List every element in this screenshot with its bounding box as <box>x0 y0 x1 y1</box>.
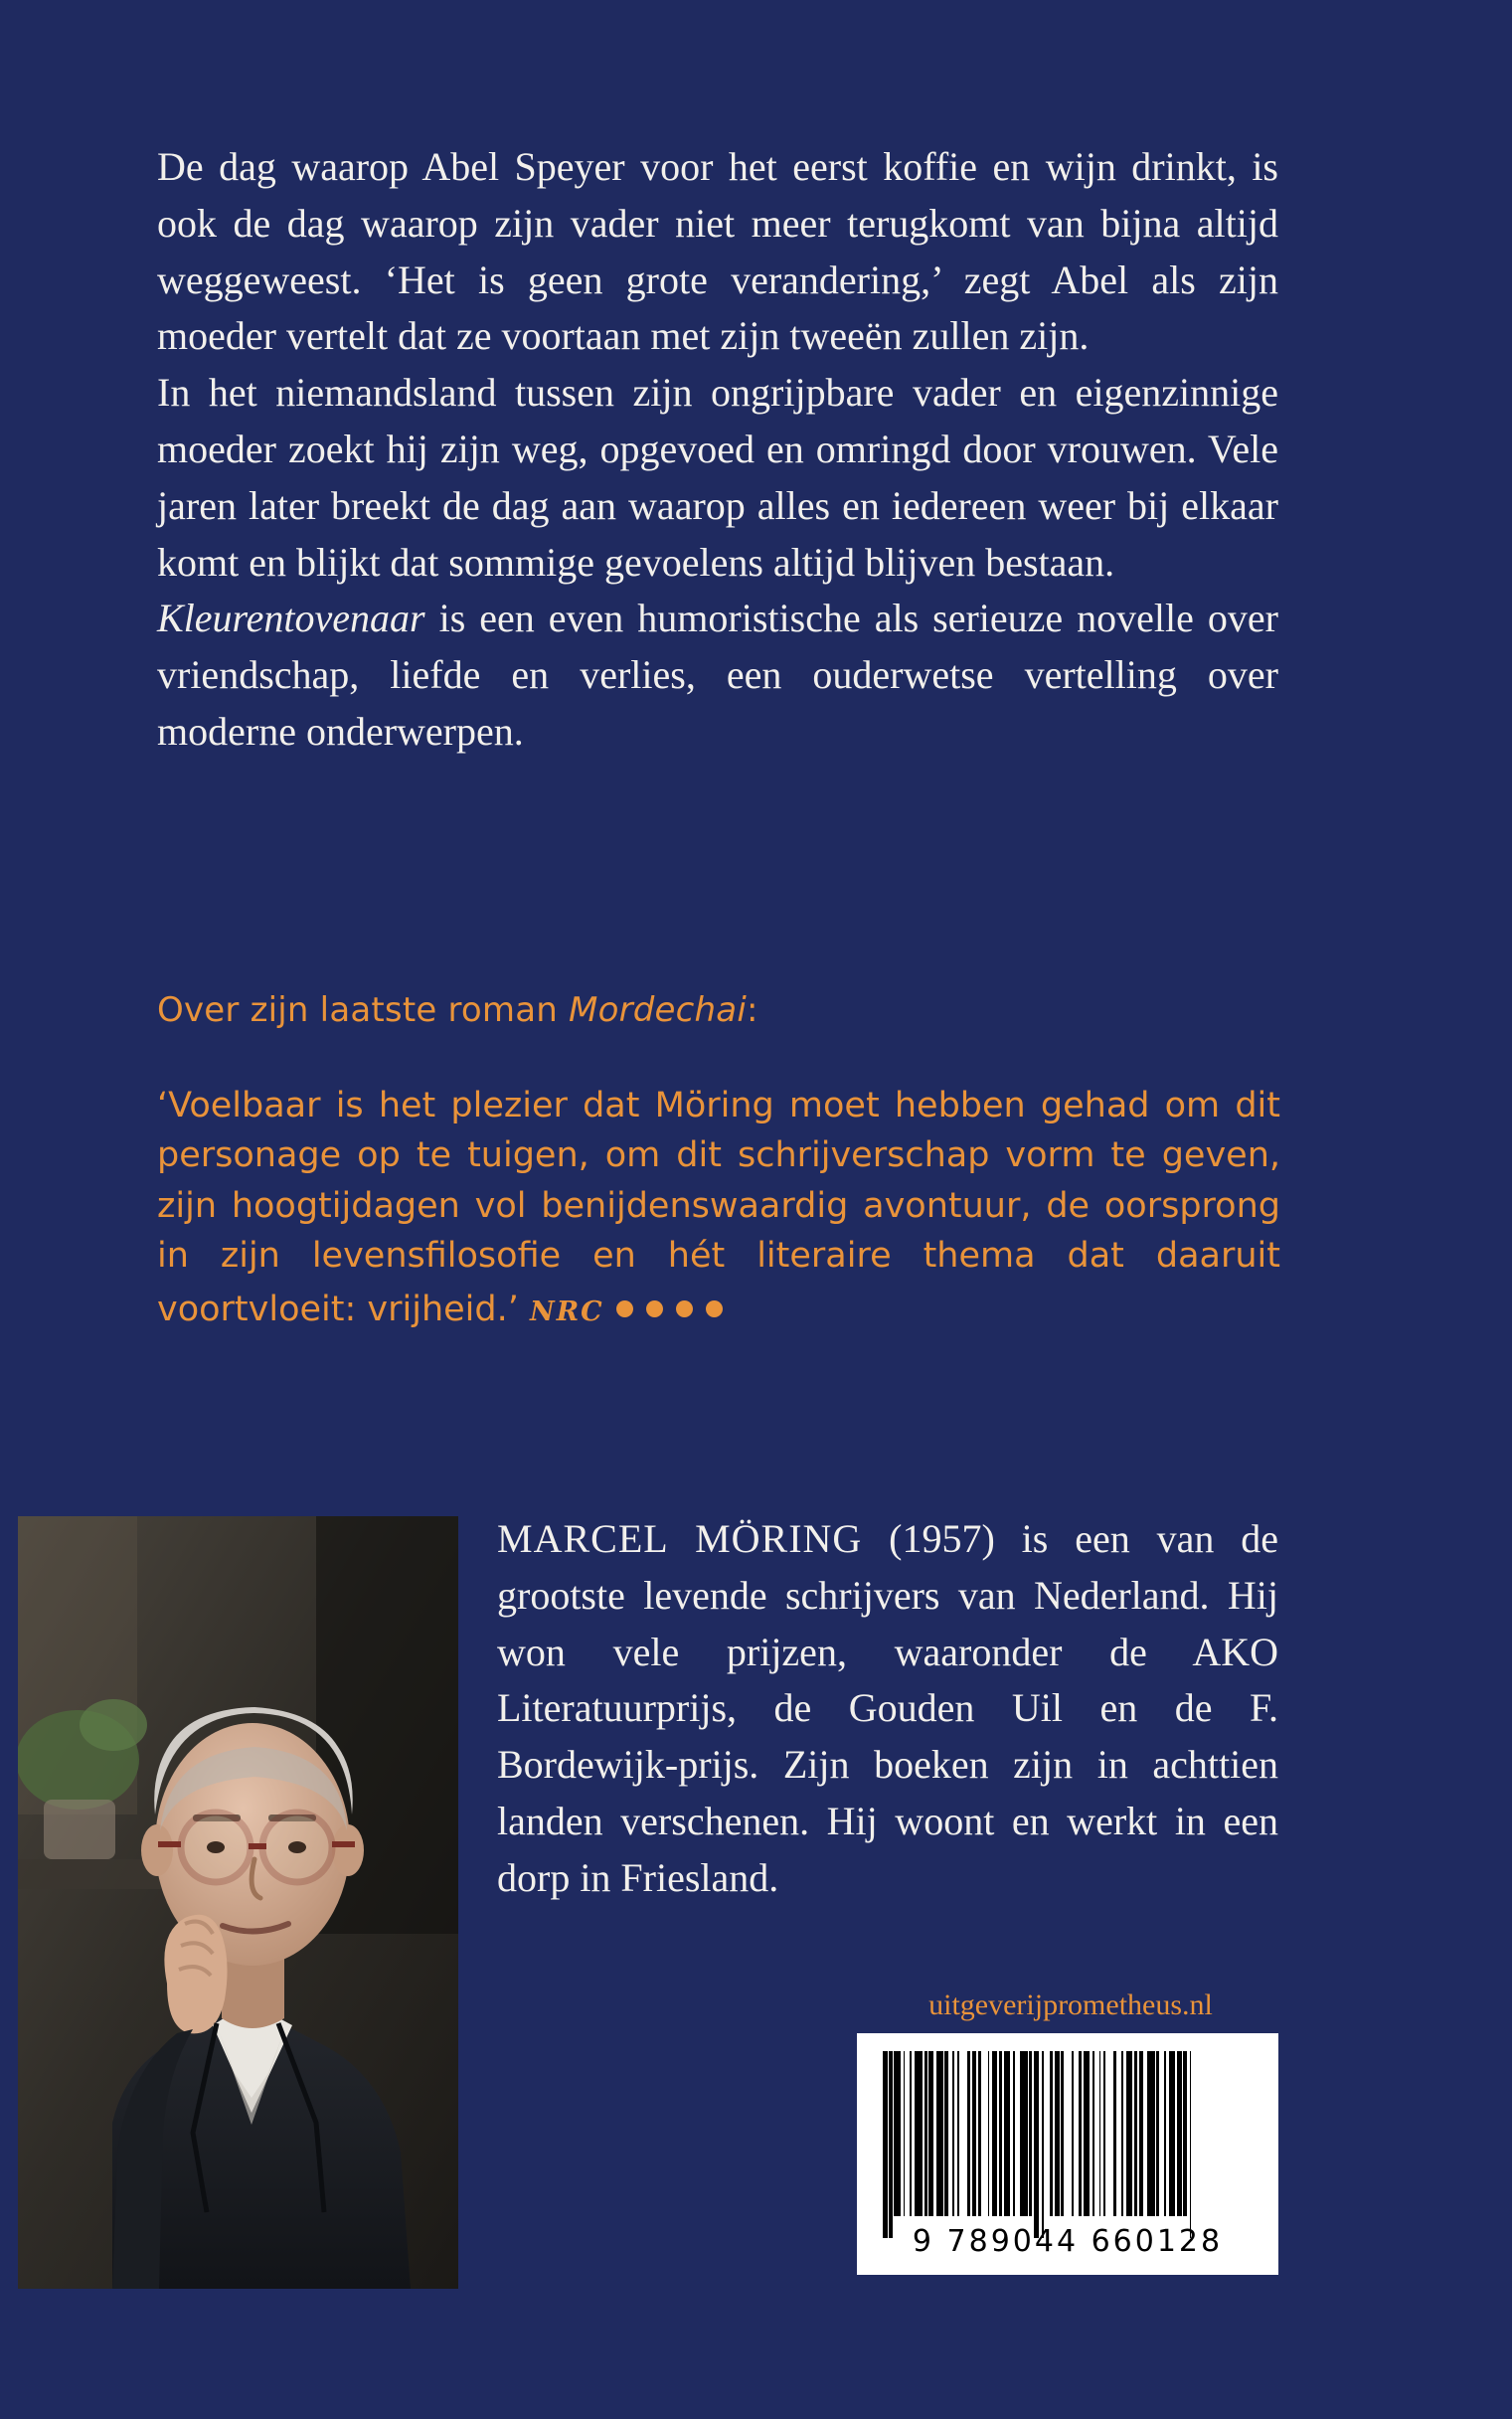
publisher-url[interactable]: uitgeverijprometheus.nl <box>928 1988 1213 2021</box>
author-bio-text: (1957) is een van de grootste levende schrijvers van Nederland. Hij won vele prijzen, waaronder de AKO Literatuurprijs, de Gouden Uil en de F. Bordewijk-prijs. Zijn boeken zijn in achttien landen verschenen. Hij woont en werkt in een dorp in Friesland. <box>497 1516 1278 1900</box>
star-icon <box>706 1300 723 1317</box>
press-quote <box>157 1081 1280 1334</box>
blurb-paragraph-3-rest: is een even humoristische als serieuze novelle over vriendschap, liefde en verlies, een ouderwetse vertelling over moderne onderwerpen. <box>157 596 1278 754</box>
press-quote-source: NRC <box>530 1296 604 1327</box>
quote-intro-after: : <box>747 990 758 1030</box>
quote-intro <box>157 990 1278 1030</box>
blurb-paragraph-1: De dag waarop Abel Speyer voor het eerst koffie en wijn drinkt, is ook de dag waarop zijn vader niet meer terugkomt van bijna altijd weggeweest. ‘Het is geen grote verandering,’ zegt Abel als zijn moeder vertelt dat ze voortaan met zijn tweeën zullen zijn. <box>157 144 1278 359</box>
book-title-inline: Kleurentovenaar <box>157 596 425 641</box>
rating-stars <box>616 1282 723 1331</box>
star-icon <box>616 1300 633 1317</box>
author-portrait-image <box>18 1516 458 2289</box>
author-name: MARCEL MÖRING <box>497 1516 863 1561</box>
barcode-bars <box>883 2051 1253 2216</box>
press-quote-text: ‘Voelbaar is het plezier dat Möring moet hebben gehad om dit personage op te tuigen, om dit schrijverschap vorm te geven, zijn hoogtijdagen vol benijdenswaardig avontuur, de oorsprong in zijn levensfilosofie en hét literaire thema dat daaruit voortvloeit: vrijheid.’ <box>157 1086 1280 1329</box>
barcode <box>857 2033 1278 2275</box>
star-icon <box>646 1300 663 1317</box>
blurb-paragraph-2: In het niemandsland tussen zijn ongrijpbare vader en eigenzinnige moeder zoekt hij zijn weg, opgevoed en omringd door vrouwen. Vele jaren later breekt de dag aan waarop alles en iedereen weer bij elkaar komt en blijkt dat sommige gevoelens altijd blijven bestaan. <box>157 370 1278 585</box>
blurb-text <box>157 139 1278 761</box>
previous-novel-title: Mordechai <box>569 990 747 1030</box>
barcode-digits: 9 789044 660128 <box>912 2224 1224 2259</box>
star-icon <box>676 1300 693 1317</box>
author-bio <box>497 1511 1278 1907</box>
blurb-paragraph-3 <box>157 591 1278 760</box>
quote-intro-before: Over zijn laatste roman <box>157 990 570 1030</box>
author-portrait <box>18 1516 458 2289</box>
